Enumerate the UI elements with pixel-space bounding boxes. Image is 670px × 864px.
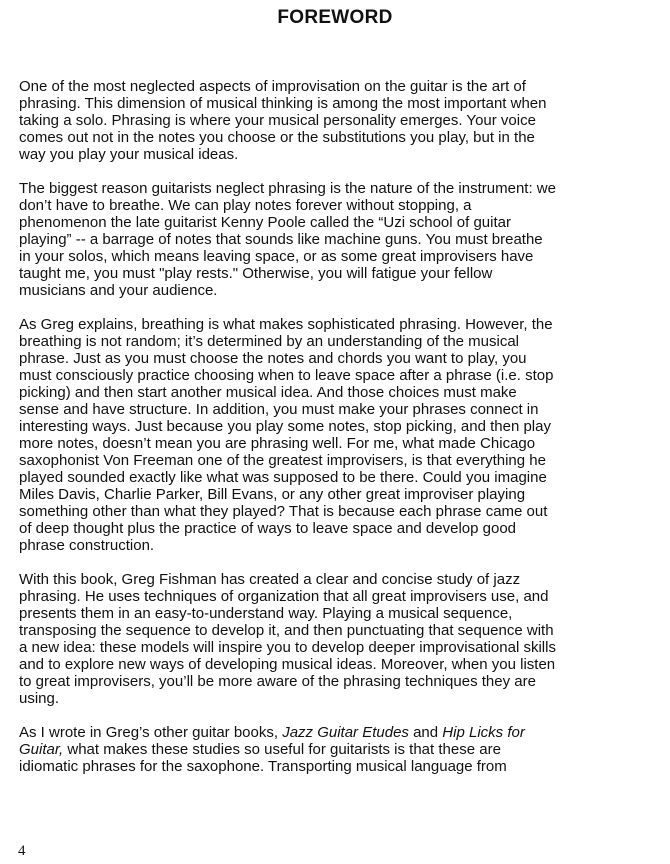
- text-line: Miles Davis, Charlie Parker, Bill Evans, or any other great improviser playing: [19, 486, 526, 503]
- text-line: presents them in an easy-to-understand way. Playing a musical sequence,: [19, 605, 513, 622]
- text-line: picking) and then start another musical idea. And those choices must make: [19, 384, 517, 401]
- text-line: sense and have structure. In addition, you must make your phrases connect in: [19, 401, 539, 418]
- paragraph: [19, 571, 659, 707]
- page-number: 4: [18, 843, 26, 859]
- text-line: more notes, doesn’t mean you are phrasing well. For me, what made Chicago: [19, 435, 536, 452]
- text-line: saxophonist Von Freeman one of the greatest improvisers, is that everything he: [19, 452, 546, 469]
- text-line: something other than what they played? That is because each phrase came out: [19, 503, 548, 520]
- text-line: musicians and your audience.: [19, 282, 218, 299]
- text-line: taught me, you must "play rests." Otherwise, you will fatigue your fellow: [19, 265, 493, 282]
- text-line: in your solos, which means leaving space, or as some great improvisers have: [19, 248, 534, 265]
- text-span: As I wrote in Greg’s other guitar books,: [19, 724, 283, 741]
- text-line: interesting ways. Just because you play some notes, stop picking, and then play: [19, 418, 551, 435]
- text-span: what makes these studies so useful for guitarists is that these are: [63, 741, 501, 758]
- text-line: comes out not in the notes you choose or the substitutions you play, but in the: [19, 129, 535, 146]
- italic-title: Hip Licks for: [442, 724, 525, 741]
- text-line: phrase construction.: [19, 537, 155, 554]
- text-line: don’t have to breathe. We can play notes forever without stopping, a: [19, 197, 472, 214]
- text-line: to great improvisers, you’ll be more aware of the phrasing techniques they are: [19, 673, 536, 690]
- page-title: FOREWORD: [277, 7, 393, 28]
- text-line: of deep thought plus the practice of ways to leave space and develop good: [19, 520, 517, 537]
- text-line: The biggest reason guitarists neglect phrasing is the nature of the instrument: we: [19, 180, 556, 197]
- text-line: using.: [19, 690, 60, 707]
- text-line: phrase. Just as you must choose the notes and chords you want to play, you: [19, 350, 527, 367]
- text-line: phrasing. This dimension of musical thinking is among the most important when: [19, 95, 547, 112]
- text-line: transposing the sequence to develop it, and then punctuating that sequence with: [19, 622, 554, 639]
- text-line: [19, 724, 659, 741]
- text-line: phenomenon the late guitarist Kenny Poole called the “Uzi school of guitar: [19, 214, 511, 231]
- text-line: way you play your musical ideas.: [19, 146, 239, 163]
- text-line: breathing is not random; it’s determined by an understanding of the musical: [19, 333, 520, 350]
- paragraph: [19, 316, 659, 554]
- text-span: and: [408, 724, 443, 741]
- italic-title: Guitar,: [19, 741, 64, 758]
- text-line: With this book, Greg Fishman has created a clear and concise study of jazz: [19, 571, 521, 588]
- text-line: taking a solo. Phrasing is where your musical personality emerges. Your voice: [19, 112, 536, 129]
- text-line: must consciously practice choosing when to leave space after a phrase (i.e. stop: [19, 367, 554, 384]
- text-line: One of the most neglected aspects of improvisation on the guitar is the art of: [19, 78, 526, 95]
- italic-title: Jazz Guitar Etudes: [282, 724, 409, 741]
- text-line: played sounded exactly like what was supposed to be there. Could you imagine: [19, 469, 547, 486]
- paragraph: [19, 78, 659, 163]
- paragraph: [19, 180, 659, 299]
- text-line: [19, 741, 659, 758]
- paragraph: [19, 724, 659, 775]
- text-line: phrasing. He uses techniques of organization that all great improvisers use, and: [19, 588, 549, 605]
- text-line: a new idea: these models will inspire you to develop deeper improvisational skills: [19, 639, 556, 656]
- text-line: As Greg explains, breathing is what makes sophisticated phrasing. However, the: [19, 316, 553, 333]
- foreword-body: [19, 78, 659, 792]
- text-line: playing” -- a barrage of notes that sounds like machine guns. You must breathe: [19, 231, 543, 248]
- text-line: and to explore new ways of developing musical ideas. Moreover, when you listen: [19, 656, 556, 673]
- text-line: idiomatic phrases for the saxophone. Transporting musical language from: [19, 758, 507, 775]
